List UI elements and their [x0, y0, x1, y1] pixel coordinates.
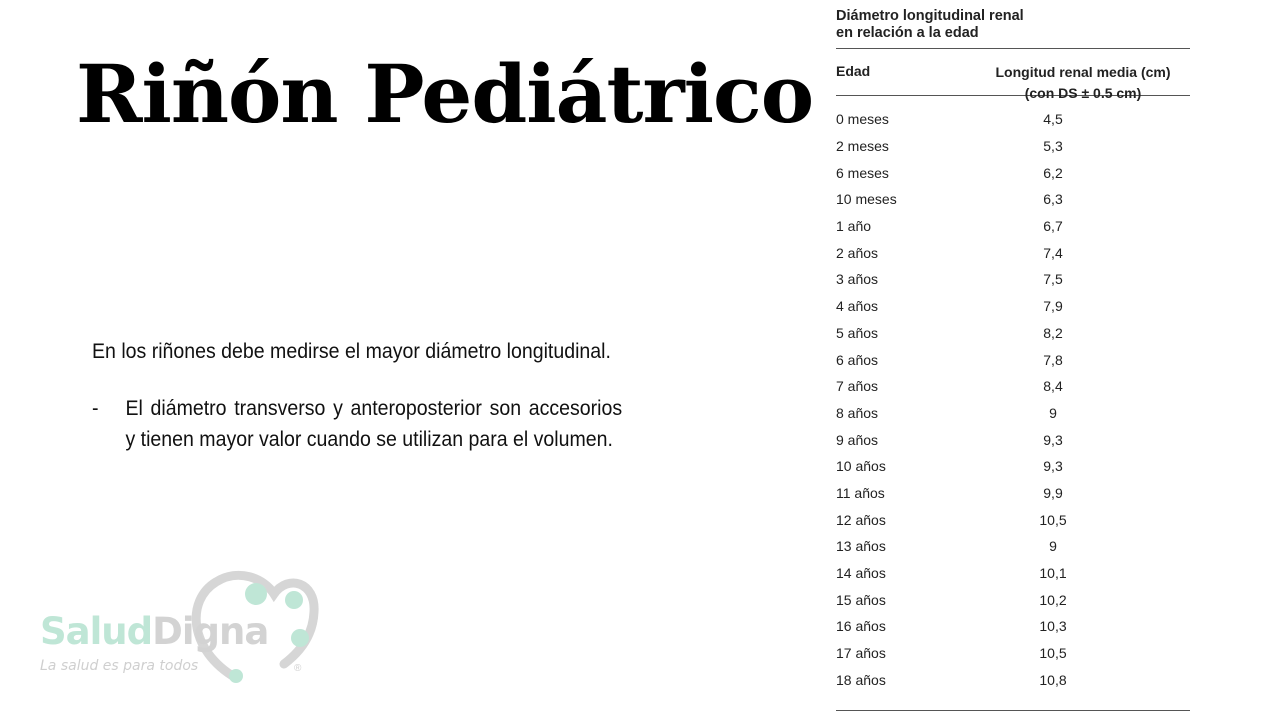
age-cell: 7 años: [836, 378, 879, 395]
length-cell: 6,2: [1043, 164, 1063, 181]
table-caption-line2: en relación a la edad: [836, 25, 979, 41]
age-cell: 5 años: [836, 324, 879, 341]
page-title: Riñón Pediátrico: [76, 47, 814, 141]
table-row: [836, 239, 1190, 266]
body-text: [92, 336, 622, 455]
age-cell: 10 meses: [836, 191, 897, 208]
table-row: [836, 533, 1190, 560]
header-length-line2: (con DS ± 0.5 cm): [1024, 85, 1142, 101]
logo-registered-mark: ®: [294, 663, 302, 674]
header-age: Edad: [836, 63, 871, 79]
age-cell: 11 años: [836, 484, 885, 501]
table-row: [836, 346, 1190, 373]
length-cell: 8,4: [1043, 378, 1063, 395]
length-cell: 9: [1049, 538, 1057, 555]
age-cell: 2 años: [836, 244, 879, 261]
table-row: [836, 506, 1190, 533]
table-row: [836, 613, 1190, 640]
age-cell: 4 años: [836, 298, 879, 315]
table-header: [836, 49, 1190, 101]
length-cell: 7,9: [1043, 298, 1063, 315]
table-row: [836, 159, 1190, 186]
age-cell: 17 años: [836, 645, 886, 662]
table-row: [836, 106, 1190, 133]
header-length-line1: Longitud renal media (cm): [995, 64, 1171, 80]
age-cell: 12 años: [836, 511, 886, 528]
table-row: [836, 293, 1190, 320]
intro-paragraph: En los riñones debe medirse el mayor diámetro longitudinal.: [92, 340, 611, 363]
length-cell: 10,2: [1039, 591, 1067, 608]
length-cell: 10,5: [1039, 511, 1067, 528]
table-caption-line1: Diámetro longitudinal renal: [836, 8, 1024, 24]
table-row: [836, 426, 1190, 453]
age-cell: 1 año: [836, 218, 872, 235]
age-cell: 9 años: [836, 431, 879, 448]
length-cell: 5,3: [1043, 138, 1063, 155]
table-row: [836, 586, 1190, 613]
table-row: [836, 373, 1190, 400]
length-cell: 7,4: [1043, 244, 1063, 261]
length-cell: 8,2: [1043, 324, 1063, 341]
age-cell: 2 meses: [836, 138, 889, 155]
age-cell: 16 años: [836, 618, 886, 635]
length-cell: 9,3: [1043, 458, 1063, 475]
age-cell: 10 años: [836, 458, 886, 475]
header-length: [976, 62, 1190, 101]
table-body: [836, 96, 1190, 693]
length-cell: 7,8: [1043, 351, 1063, 368]
logo-name-part1: Salud: [40, 610, 153, 653]
length-cell: 4,5: [1043, 111, 1063, 128]
table-row: [836, 186, 1190, 213]
kidney-length-table: [836, 6, 1190, 693]
table-caption: [836, 6, 1190, 42]
age-cell: 14 años: [836, 565, 886, 582]
length-cell: 9: [1049, 404, 1057, 421]
age-cell: 6 meses: [836, 164, 889, 181]
table-row: [836, 666, 1190, 693]
table-row: [836, 640, 1190, 667]
age-cell: 6 años: [836, 351, 879, 368]
age-cell: 8 años: [836, 404, 879, 421]
bullet-marker: -: [92, 397, 99, 420]
age-cell: 18 años: [836, 671, 886, 688]
length-cell: 6,3: [1043, 191, 1063, 208]
table-row: [836, 560, 1190, 587]
logo-name: [40, 610, 268, 653]
length-cell: 6,7: [1043, 218, 1063, 235]
table-row: [836, 400, 1190, 427]
length-cell: 10,3: [1039, 618, 1067, 635]
table-row: [836, 213, 1190, 240]
table-row: [836, 480, 1190, 507]
salud-digna-logo: [38, 560, 328, 690]
length-cell: 10,5: [1039, 645, 1067, 662]
bullet-text: El diámetro transverso y anteroposterior son accesorios y tienen mayor valor cuando se utilizan para el volumen.: [125, 397, 623, 451]
table-row: [836, 266, 1190, 293]
table-row: [836, 320, 1190, 347]
logo-tagline: La salud es para todos: [40, 658, 199, 674]
length-cell: 9,9: [1043, 484, 1063, 501]
table-bottom-rule: [836, 710, 1190, 711]
bullet-item: [92, 393, 622, 455]
table-row: [836, 133, 1190, 160]
age-cell: 0 meses: [836, 111, 889, 128]
length-cell: 7,5: [1043, 271, 1063, 288]
age-cell: 13 años: [836, 538, 886, 555]
table-row: [836, 453, 1190, 480]
age-cell: 15 años: [836, 591, 886, 608]
logo-name-part2: Digna: [152, 610, 269, 653]
length-cell: 10,8: [1039, 671, 1067, 688]
length-cell: 9,3: [1043, 431, 1063, 448]
age-cell: 3 años: [836, 271, 879, 288]
length-cell: 10,1: [1039, 565, 1067, 582]
